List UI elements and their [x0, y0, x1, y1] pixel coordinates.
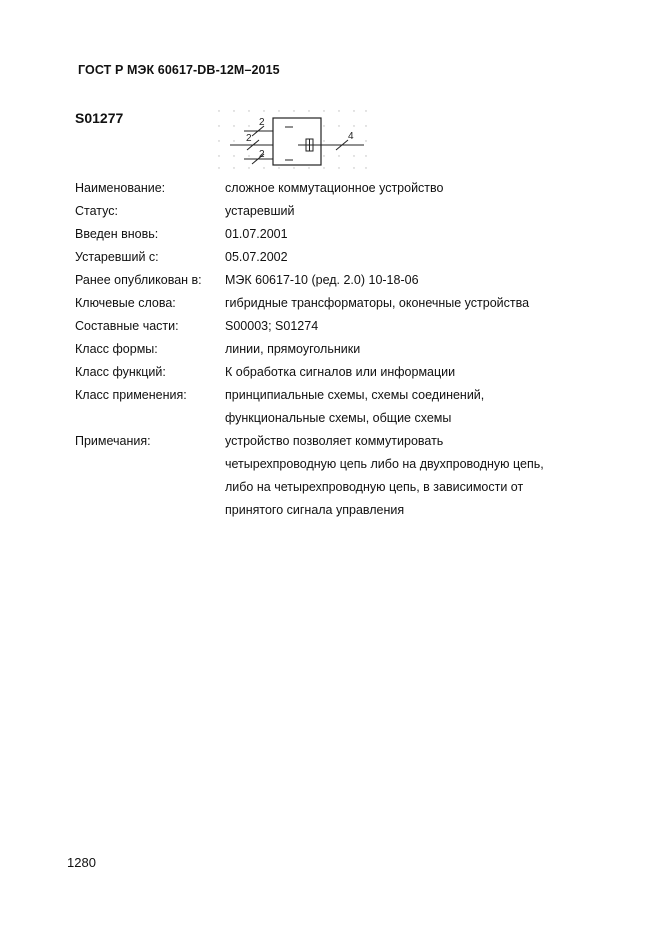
field-label: Введен вновь:: [75, 227, 159, 241]
field-value-continuation: принятого сигнала управления: [225, 503, 405, 517]
port-label: 2: [259, 149, 265, 160]
field-value: устаревший: [225, 204, 295, 218]
field-value: устройство позволяет коммутировать: [225, 434, 444, 448]
field-row-obsolete: [75, 247, 635, 267]
page-number: 1280: [67, 855, 96, 870]
field-value-continuation: либо на четырехпроводную цепь, в зависимости от: [225, 480, 524, 494]
field-label: Составные части:: [75, 319, 179, 333]
field-value-continuation: четырехпроводную цепь либо на двухпроводную цепь,: [225, 457, 544, 471]
field-value: 01.07.2001: [225, 227, 288, 241]
document-header: ГОСТ Р МЭК 60617-DB-12M–2015: [78, 63, 280, 77]
field-label: Ключевые слова:: [75, 296, 176, 310]
field-row-function-class: [75, 362, 635, 382]
field-value: сложное коммутационное устройство: [225, 181, 444, 195]
field-row-application-class: [75, 385, 635, 405]
field-label: Класс функций:: [75, 365, 166, 379]
device-internal-lines: [285, 127, 321, 160]
field-label: Статус:: [75, 204, 118, 218]
field-value: линии, прямоугольники: [225, 342, 361, 356]
switching-device-symbol: [214, 106, 370, 170]
field-row-components: [75, 316, 635, 336]
field-row-previously-published: [75, 270, 635, 290]
field-value: принципиальные схемы, схемы соединений,: [225, 388, 485, 402]
port-label: 2: [246, 133, 252, 144]
field-value: МЭК 60617-10 (ред. 2.0) 10-18-06: [225, 273, 419, 287]
field-row-name: [75, 178, 635, 198]
port-label: 4: [348, 131, 354, 142]
field-label: Ранее опубликован в:: [75, 273, 202, 287]
field-label: Наименование:: [75, 181, 166, 195]
field-label: Класс формы:: [75, 342, 158, 356]
port-label: 2: [259, 117, 265, 128]
field-label: Устаревший с:: [75, 250, 159, 264]
field-row-notes: [75, 431, 635, 451]
field-value-continuation: функциональные схемы, общие схемы: [225, 411, 452, 425]
field-value: S00003; S01274: [225, 319, 319, 333]
connection-lines: [230, 126, 364, 164]
field-row-introduced: [75, 224, 635, 244]
field-value: К обработка сигналов или информации: [225, 365, 456, 379]
field-value: гибридные трансформаторы, оконечные устройства: [225, 296, 530, 310]
symbol-code: S01277: [75, 110, 124, 126]
field-row-shape-class: [75, 339, 635, 359]
field-row-keywords: [75, 293, 635, 313]
field-label: Примечания:: [75, 434, 151, 448]
field-value: 05.07.2002: [225, 250, 288, 264]
device-box: [273, 118, 321, 165]
field-row-status: [75, 201, 635, 221]
field-label: Класс применения:: [75, 388, 187, 402]
